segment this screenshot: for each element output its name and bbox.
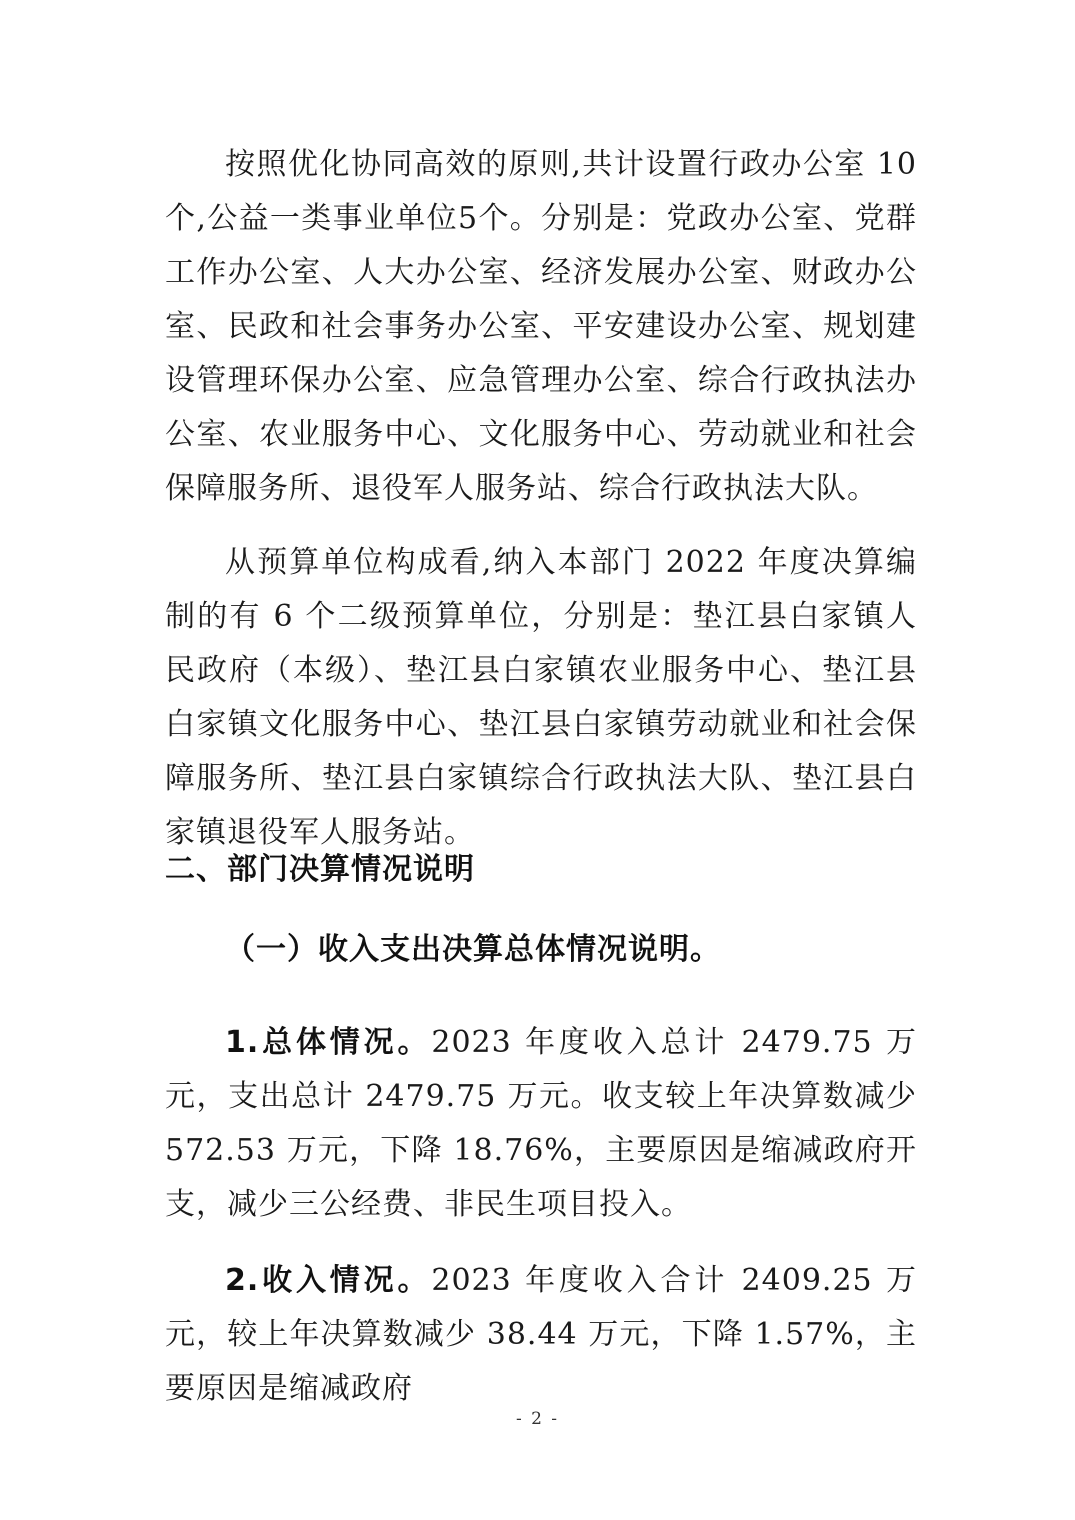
subsection-heading: （一）收入支出决算总体情况说明。 [225,932,721,967]
paragraph-text: 从预算单位构成看,纳入本部门 2022 年度决算编制的有 6 个二级预算单位，分别是：垫江县白家镇人民政府（本级）、垫江县白家镇农业服务中心、垫江县白家镇文化服务中心、垫江县白家镇劳动就业和社会保障服务所、垫江县白家镇综合行政执法大队、垫江县白家镇退役军人服务站。 [165,545,917,850]
paragraph-text: 2023 年度收入合计 2409.25 万元，较上年决算数减少 38.44 万元，下降 1.57%，主要原因是缩减政府 [165,1263,917,1406]
paragraph-income-situation [165,1254,917,1416]
paragraph-lead: 2.收入情况。 [225,1263,432,1298]
paragraph-overall-situation [165,1016,917,1232]
paragraph-text: 2023 年度收入总计 2479.75 万元，支出总计 2479.75 万元。收支较上年决算数减少 572.53 万元，下降 18.76%，主要原因是缩减政府开支，减少三公经费、非民生项目投入。 [165,1025,917,1222]
page-number: - 2 - [515,1409,560,1429]
paragraph-text: 按照优化协同高效的原则,共计设置行政办公室 10个,公益一类事业单位5个。分别是：党政办公室、党群工作办公室、人大办公室、经济发展办公室、财政办公室、民政和社会事务办公室、平安建设办公室、规划建设管理环保办公室、应急管理办公室、综合行政执法办公室、农业服务中心、文化服务中心、劳动就业和社会保障服务所、退役军人服务站、综合行政执法大队。 [165,147,917,506]
section-heading: 二、部门决算情况说明 [165,852,475,887]
paragraph-lead: 1.总体情况。 [225,1025,432,1060]
paragraph-budget-units [165,536,917,860]
paragraph-office-structure [165,138,917,516]
